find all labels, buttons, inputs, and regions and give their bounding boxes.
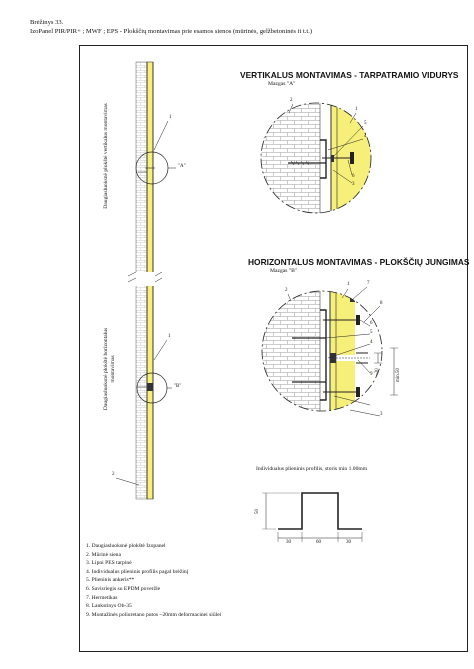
detail-b-marker-5: 5: [370, 330, 373, 335]
detail-b-marker-3: 3: [380, 412, 383, 417]
detail-b-marker-4: 4: [370, 340, 373, 345]
detail-b-dim-gap: ~20: [375, 368, 380, 376]
profile-dim-center: 60: [316, 540, 321, 545]
detail-a-marker-1: 1: [355, 107, 358, 112]
figure-number: Brėžinys 33.: [30, 19, 64, 26]
legend-item: 1. Daugiasluoksnė plokštė Izopanel: [86, 543, 166, 549]
profile-dim-right: 30: [346, 540, 351, 545]
detail-a-marker-2: 2: [290, 98, 293, 103]
detail-b-dim-min: min.50: [396, 367, 401, 382]
legend-item: 8. Lankstinys Ob-35: [86, 603, 132, 610]
legend-item: 6. Savisriegis su EPDM poveržle: [86, 585, 161, 592]
marker-1-lower: 1: [168, 334, 171, 339]
upper-panel-label: Daugiasluoksnė plokštė vertikalus montavimas: [103, 103, 109, 209]
detail-b-subtitle: Mazgas "B": [270, 268, 298, 274]
figure-title: IzoPanel PIR/PIR+ ; MWF ; EPS - Plokščių montavimas prie esamos sienos (mūrinės, gelžbetoninės it t.t.): [30, 28, 313, 35]
legend-item: 5. Plieninis ankeris**: [86, 577, 135, 584]
left-wall-section: [128, 62, 162, 499]
detail-b-drawing: [258, 285, 398, 421]
legend-item: 9. Montažinės poliuretano putos ~20mm deformacinei siūlei: [86, 611, 222, 618]
detail-b-marker-6: 6: [370, 321, 373, 326]
callout-a-label: "A": [178, 164, 186, 169]
legend-item: 7. Hermetikas: [86, 594, 118, 601]
detail-b-marker-7: 7: [367, 281, 370, 286]
legend-item: 2. Mūrinė siena: [86, 551, 121, 558]
profile-height-label: 50: [255, 509, 260, 514]
legend-item: 4. Individualus plieninis profilis pagal brėžinį: [86, 568, 189, 575]
detail-b-title: HORIZONTALUS MONTAVIMAS - PLOKŠČIŲ JUNGIMAS: [248, 257, 470, 267]
detail-b-marker-9: 9: [370, 372, 373, 377]
marker-1-upper: 1: [169, 115, 172, 120]
detail-b-marker-1: 1: [347, 282, 350, 287]
legend-item: 3. Lipni PES tarpinė: [86, 560, 132, 567]
detail-b-marker-8: 8: [380, 301, 383, 306]
detail-a-marker-5: 5: [364, 121, 367, 126]
marker-2: 2: [112, 472, 115, 477]
detail-a-marker-6: 6: [352, 174, 355, 179]
detail-a-drawing: [255, 100, 371, 220]
detail-b-marker-2: 2: [285, 288, 288, 293]
profile-dim-left: 30: [286, 540, 291, 545]
legend: [86, 542, 221, 619]
detail-a-marker-4: 4: [364, 134, 367, 139]
callout-b-label: "B": [174, 384, 182, 389]
profile-drawing: [262, 493, 362, 542]
detail-a-subtitle: Mazgas "A": [268, 81, 296, 87]
detail-a-title: VERTIKALUS MONTAVIMAS - TARPATRAMIO VIDURYS: [240, 70, 459, 80]
profile-title: Individualus plieninis profilis, storis min 1.00mm: [256, 466, 368, 472]
detail-a-marker-3: 3: [352, 182, 355, 187]
lower-panel-label: Daugiasluoksnė plokštė horizontalus montavimas: [103, 327, 116, 411]
